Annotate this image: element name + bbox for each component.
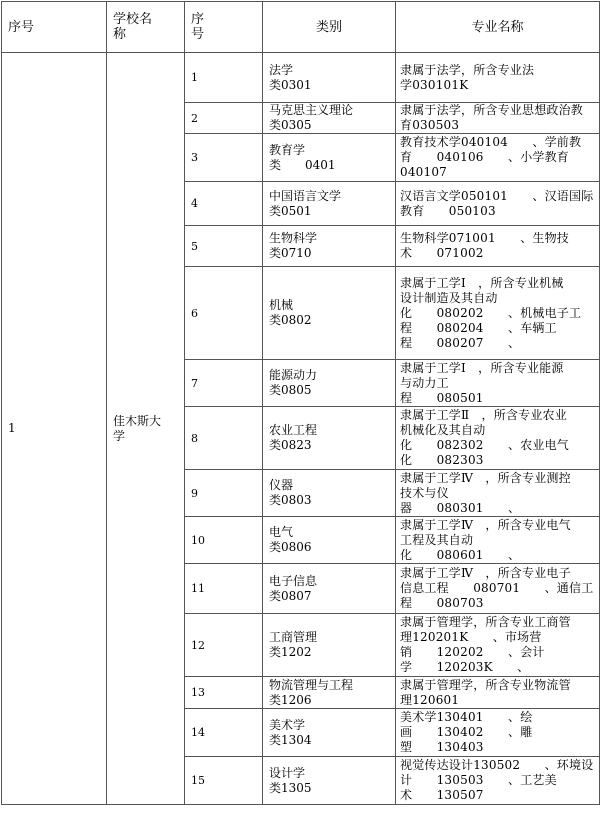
header-school: 学校名 称 [107,2,185,53]
major-cell: 隶属于工学Ⅰ ，所含专业能源 与动力工 程 080501 [396,360,600,407]
table-body [2,53,600,805]
category-cell: 机械 类0802 [263,267,396,360]
major-cell: 汉语言文学050101 、汉语国际 教育 050103 [396,182,600,226]
category-cell: 能源动力 类0805 [263,360,396,407]
category-cell: 电子信息 类0807 [263,564,396,614]
major-cell: 隶属于工学Ⅳ ，所含专业测控 技术与仪 器 080301 、 [396,470,600,517]
major-cell: 隶属于管理学，所含专业物流管 理120601 [396,677,600,709]
category-cell: 物流管理与工程 类1206 [263,677,396,709]
header-seq: 序号 [2,2,107,53]
category-cell: 中国语言文学 类0501 [263,182,396,226]
major-cell: 教育技术学040104 、学前教 育 040106 、小学教育 040107 [396,134,600,182]
header-no: 序 号 [185,2,263,53]
row-number: 11 [185,564,263,614]
row-number: 9 [185,470,263,517]
major-cell: 隶属于工学Ⅰ ，所含专业机械 设计制造及其自动 化 080202 、机械电子工 程 080204 、车辆工 程 080207 、 [396,267,600,360]
row-number: 13 [185,677,263,709]
row-number: 6 [185,267,263,360]
category-cell: 设计学 类1305 [263,757,396,805]
major-cell: 隶属于法学，所含专业法 学030101K [396,53,600,103]
row-number: 10 [185,517,263,564]
row-number: 5 [185,226,263,267]
row-number: 4 [185,182,263,226]
category-cell: 工商管理 类1202 [263,614,396,677]
category-cell: 美术学 类1304 [263,709,396,757]
row-number: 7 [185,360,263,407]
seq-cell: 1 [2,53,107,805]
major-table [1,1,600,805]
row-number: 1 [185,53,263,103]
major-cell: 隶属于法学，所含专业思想政治教 育030503 [396,103,600,134]
row-number: 14 [185,709,263,757]
major-cell: 视觉传达设计130502 、环境设 计 130503 、工艺美 术 130507 [396,757,600,805]
category-cell: 教育学 类 0401 [263,134,396,182]
category-cell: 仪器 类0803 [263,470,396,517]
major-cell: 隶属于工学Ⅱ ，所含专业农业 机械化及其自动 化 082302 、农业电气 化 082303 [396,407,600,470]
row-number: 12 [185,614,263,677]
category-cell: 马克思主义理论 类0305 [263,103,396,134]
header-major: 专业名称 [396,2,600,53]
header-row [2,2,600,53]
row-number: 2 [185,103,263,134]
major-cell: 隶属于工学Ⅳ ，所含专业电子 信息工程 080701 、通信工 程 080703 [396,564,600,614]
major-cell: 隶属于工学Ⅳ ，所含专业电气 工程及其自动 化 080601 、 [396,517,600,564]
category-cell: 法学 类0301 [263,53,396,103]
major-cell: 生物科学071001 、生物技 术 071002 [396,226,600,267]
category-cell: 电气 类0806 [263,517,396,564]
table-row [2,53,600,103]
category-cell: 生物科学 类0710 [263,226,396,267]
category-cell: 农业工程 类0823 [263,407,396,470]
major-cell: 隶属于管理学，所含专业工商管 理120201K 、市场营 销 120202 、会计 学 120203K 、 [396,614,600,677]
school-name-cell: 佳木斯大 学 [107,53,185,805]
row-number: 3 [185,134,263,182]
row-number: 8 [185,407,263,470]
major-cell: 美术学130401 、绘 画 130402 、雕 塑 130403 [396,709,600,757]
header-category: 类别 [263,2,396,53]
row-number: 15 [185,757,263,805]
